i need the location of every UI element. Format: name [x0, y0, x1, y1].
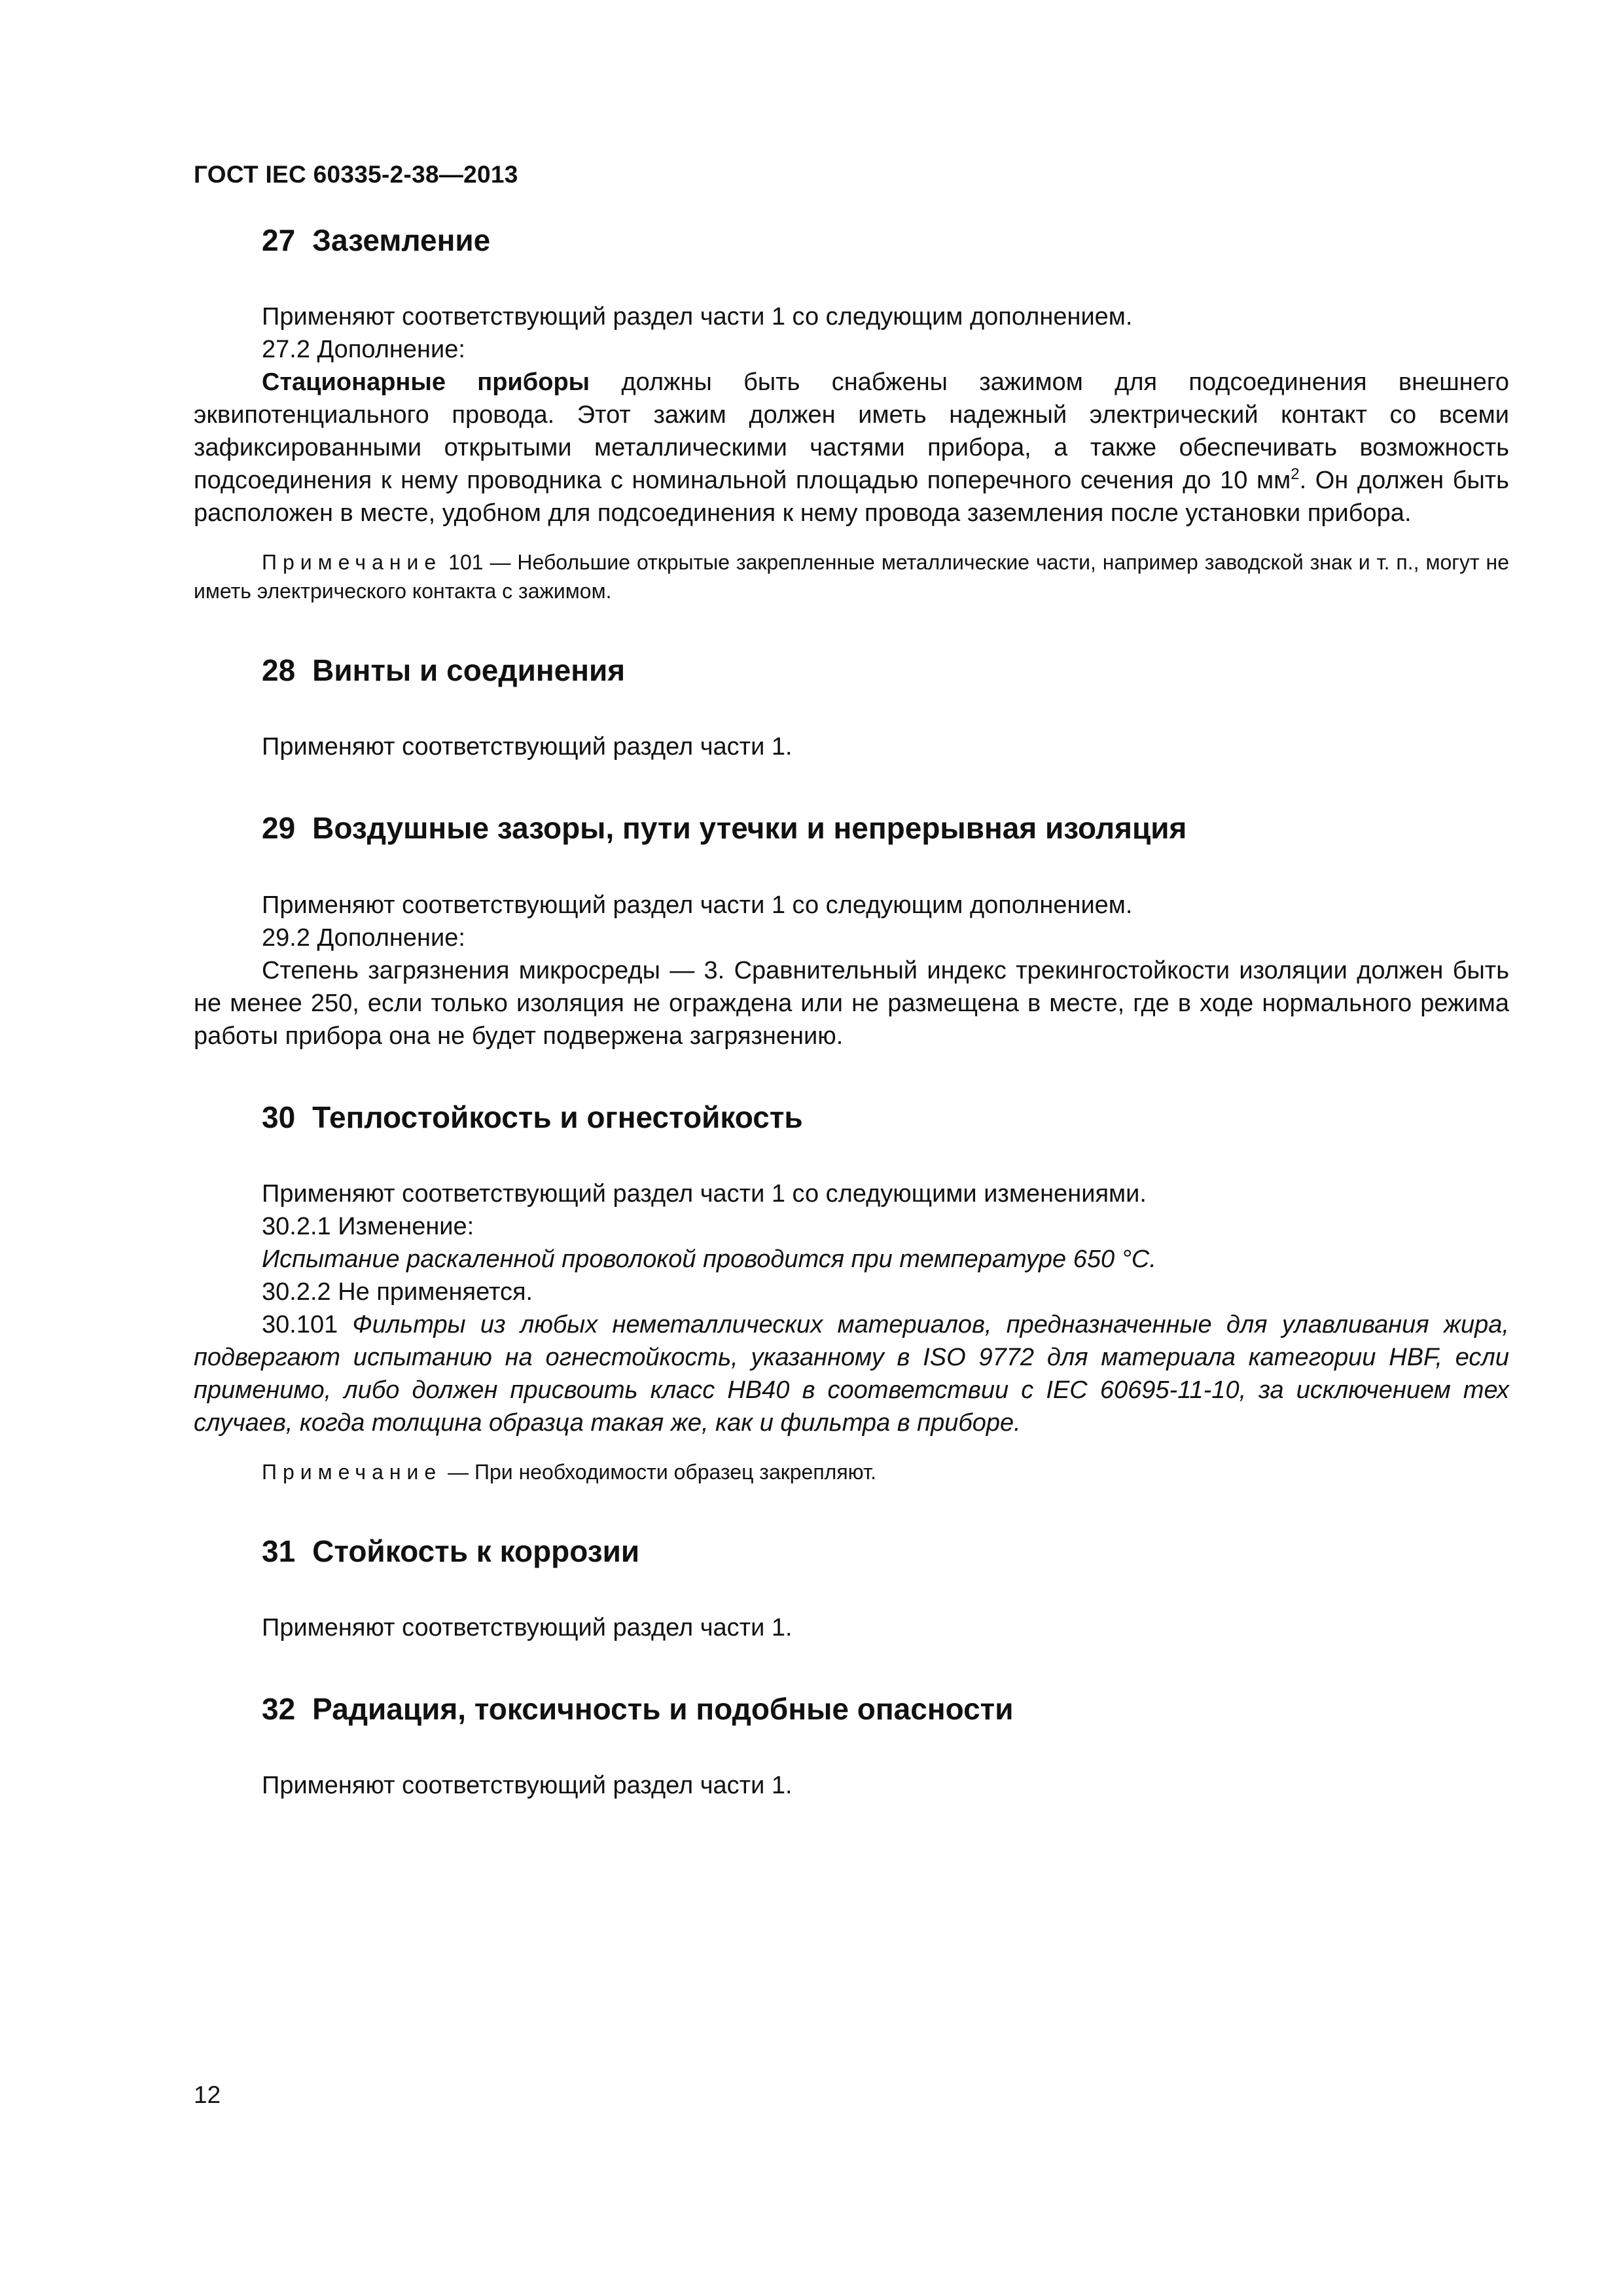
section-31-number: 31	[262, 1534, 296, 1568]
section-27-body-text: должны быть снабжены зажимом для подсоединения внешнего эквипотенциального провода. Этот зажим должен иметь надежный электрический контакт со всеми зафиксированными открытыми металлическими частями прибора, а также обеспечивать возможность подсоединения к нему проводника с номинальной площадью поперечного сечения до 10 мм	[194, 368, 1509, 495]
section-30-sub3-text: Фильтры из любых неметаллических материалов, предназначенные для улавливания жира, подвергают испытанию на огнестойкость, указанному в ISO 9772 для материала категории HBF, если применимо, либо должен присвоить класс HB40 в соответствии с IEC 60695-11-10, за исключением тех случаев, когда толщина образца такая же, как и фильтра в приборе.	[194, 1310, 1509, 1437]
section-30-heading	[262, 1100, 1509, 1136]
page-number: 12	[194, 2081, 221, 2108]
section-32	[194, 1691, 1509, 1802]
section-32-heading	[262, 1691, 1509, 1727]
section-29	[194, 810, 1509, 1052]
section-29-body: Степень загрязнения микросреды — 3. Сравнительный индекс трекингостойкости изоляции должен быть не менее 250, если только изоляция не ограждена или не размещена в месте, где в ходе нормального режима работы прибора она не будет подвержена загрязнению.	[194, 956, 1509, 1050]
section-30-sub3-number: 30.101	[262, 1310, 353, 1338]
document-header-code: ГОСТ IEC 60335-2-38—2013	[194, 161, 518, 188]
section-27-number: 27	[262, 223, 296, 257]
section-28-heading	[262, 653, 1509, 689]
section-27-body	[194, 366, 1509, 529]
section-30-title: Теплостойкость и огнестойкость	[312, 1100, 803, 1134]
section-28-number: 28	[262, 653, 296, 688]
section-30-sub3	[194, 1308, 1509, 1439]
section-30-sub1-text: Испытание раскаленной проволокой проводится при температуре 650 °С.	[262, 1245, 1156, 1273]
section-29-intro: Применяют соответствующий раздел части 1 со следующим дополнением.	[262, 891, 1133, 919]
section-32-number: 32	[262, 1691, 296, 1726]
section-30-sub2-heading: 30.2.2 Не применяется.	[262, 1278, 533, 1306]
section-27	[194, 223, 1509, 605]
section-31-heading	[262, 1534, 1509, 1570]
section-28-intro: Применяют соответствующий раздел части 1.	[262, 733, 793, 761]
section-27-note-label: Примечание	[262, 550, 442, 575]
section-30-note	[194, 1458, 1509, 1486]
section-27-intro: Применяют соответствующий раздел части 1 со следующим дополнением.	[262, 303, 1133, 331]
section-27-heading	[262, 223, 1509, 259]
section-29-heading	[262, 810, 1509, 846]
section-31-intro: Применяют соответствующий раздел части 1.	[262, 1613, 793, 1641]
section-30-note-text: — При необходимости образец закрепляют.	[442, 1460, 876, 1484]
section-29-title: Воздушные зазоры, пути утечки и непрерывная изоляция	[312, 811, 1187, 846]
section-29-number: 29	[262, 811, 296, 846]
section-27-note-text: 101 — Небольшие открытые закрепленные металлические части, например заводской знак и т. п., могут не иметь электрического контакта с зажимом.	[194, 550, 1509, 603]
section-32-title: Радиация, токсичность и подобные опасности	[312, 1691, 1014, 1726]
section-29-subheading: 29.2 Дополнение:	[262, 924, 465, 952]
section-27-title: Заземление	[312, 223, 491, 257]
section-32-intro: Применяют соответствующий раздел части 1.	[262, 1772, 793, 1800]
section-27-note	[194, 548, 1509, 605]
section-27-body-bold: Стационарные приборы	[262, 368, 590, 397]
section-31-title: Стойкость к коррозии	[312, 1534, 640, 1568]
section-27-body-text-end: . Он должен быть расположен в месте, удобном для подсоединения к нему провода заземления после установки прибора.	[194, 467, 1509, 528]
section-28	[194, 653, 1509, 763]
section-27-subheading: 27.2 Дополнение:	[262, 336, 465, 364]
document-body	[194, 223, 1509, 1849]
section-30-number: 30	[262, 1100, 296, 1134]
section-31	[194, 1534, 1509, 1644]
section-28-title: Винты и соединения	[312, 653, 626, 688]
section-30-intro: Применяют соответствующий раздел части 1 со следующими изменениями.	[262, 1179, 1147, 1208]
section-30	[194, 1100, 1509, 1486]
section-27-body-superscript: 2	[1291, 465, 1300, 484]
section-30-note-label: Примечание	[262, 1460, 442, 1484]
section-30-sub1-heading: 30.2.1 Изменение:	[262, 1212, 474, 1240]
